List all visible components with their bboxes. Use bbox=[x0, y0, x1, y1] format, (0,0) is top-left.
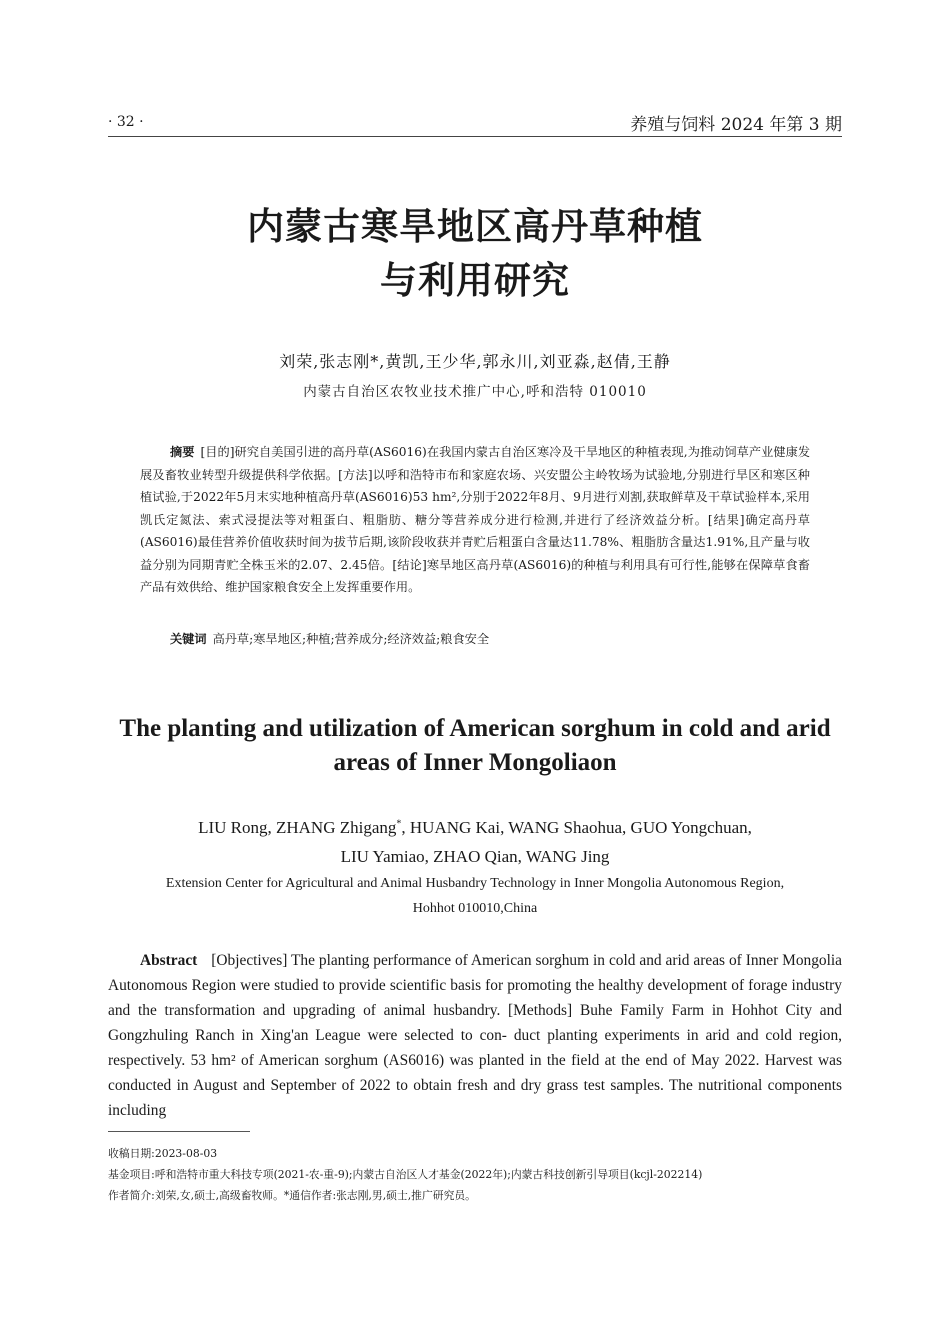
english-abstract-label: Abstract bbox=[140, 952, 198, 969]
running-header bbox=[108, 108, 842, 137]
english-authors-part-b: , HUANG Kai, WANG Shaohua, GUO Yongchuan, bbox=[401, 818, 752, 837]
footnote-funding: 基金项目:呼和浩特市重大科技专项(2021-农-重-9);内蒙古自治区人才基金(2022年);内蒙古科技创新引导项目(kcjl-202214) bbox=[108, 1168, 703, 1181]
footnote-divider bbox=[108, 1131, 250, 1132]
english-abstract-text: [Objectives] The planting performance of American sorghum in cold and arid areas of Inner Mongolia Autonomous Region were studied to provide scientific basis for promoting the healthy development of forage industry and the transformation and upgrading of animal husbandry. [Methods] Buhe Family Farm in Hohhot City and Gongzhuling Ranch in Xing'an League were selected to con- duct planting experiments in arid and cold region, respectively. 53 hm² of American sorghum (AS6016) was planted in the field at the end of May 2022. Harvest was conducted in August and September of 2022 to obtain fresh and dry grass test samples. The nutritional components including bbox=[108, 952, 842, 1119]
chinese-affiliation: 内蒙古自治区农牧业技术推广中心,呼和浩特 010010 bbox=[303, 384, 647, 400]
footnote-received-date: 收稿日期:2023-08-03 bbox=[108, 1147, 218, 1160]
english-abstract bbox=[108, 948, 842, 1123]
english-affiliation-line-1: Extension Center for Agricultural and Animal Husbandry Technology in Inner Mongolia Autonomous Region, bbox=[165, 876, 785, 891]
chinese-title-line-2: 与利用研究 bbox=[380, 259, 570, 302]
english-authors-line-2: LIU Yamiao, ZHAO Qian, WANG Jing bbox=[340, 847, 610, 866]
chinese-title-line-1: 内蒙古寒旱地区高丹草种植 bbox=[247, 205, 703, 248]
page-number: · 32 · bbox=[108, 114, 144, 130]
english-authors-line-1 bbox=[0, 818, 950, 838]
chinese-abstract bbox=[140, 441, 810, 599]
footnote-author-info: 作者简介:刘荣,女,硕士,高级畜牧师。*通信作者:张志刚,男,硕士,推广研究员。 bbox=[108, 1189, 476, 1202]
chinese-abstract-text: [目的]研究自美国引进的高丹草(AS6016)在我国内蒙古自治区寒冷及干旱地区的种植表现,为推动饲草产业健康发展及畜牧业转型升级提供科学依据。[方法]以呼和浩特市布和家庭农场、兴安盟公主岭牧场为试验地,分别进行旱区和寒区种植试验,于2022年5月末实地种植高丹草(AS6016)53 hm²,分别于2022年8月、9月进行刈割,获取鲜草及干草试验样本,采用凯氏定氮法、索式浸提法等对粗蛋白、粗脂肪、糖分等营养成分进行检测,并进行了经济效益分析。[结果]确定高丹草(AS6016)最佳营养价值收获时间为拔节后期,该阶段收获并青贮后粗蛋白含量达11.78%、粗脂肪含量达1.91%,且产量与收益分别为同期青贮全株玉米的2.07、2.45倍。[结论]寒旱地区高丹草(AS6016)的种植与利用具有可行性,能够在保障草食畜产品有效供给、维护国家粮食安全上发挥重要作用。 bbox=[140, 445, 811, 594]
journal-issue: 养殖与饲料 2024 年第 3 期 bbox=[630, 115, 842, 135]
chinese-keywords-text: 高丹草;寒旱地区;种植;营养成分;经济效益;粮食安全 bbox=[212, 632, 490, 646]
corresponding-author-mark: * bbox=[396, 818, 402, 830]
english-title-line-2: areas of Inner Mongoliaon bbox=[333, 749, 617, 776]
chinese-keywords bbox=[170, 630, 810, 647]
chinese-abstract-label: 摘要 bbox=[170, 445, 195, 459]
english-authors-part-a: LIU Rong, ZHANG Zhigang bbox=[198, 818, 397, 837]
english-affiliation-line-2: Hohhot 010010,China bbox=[412, 901, 538, 916]
chinese-authors: 刘荣,张志刚*,黄凯,王少华,郭永川,刘亚淼,赵倩,王静 bbox=[279, 352, 671, 371]
chinese-keywords-label: 关键词 bbox=[170, 632, 207, 646]
english-title-line-1: The planting and utilization of American sorghum in cold and arid bbox=[119, 715, 831, 742]
